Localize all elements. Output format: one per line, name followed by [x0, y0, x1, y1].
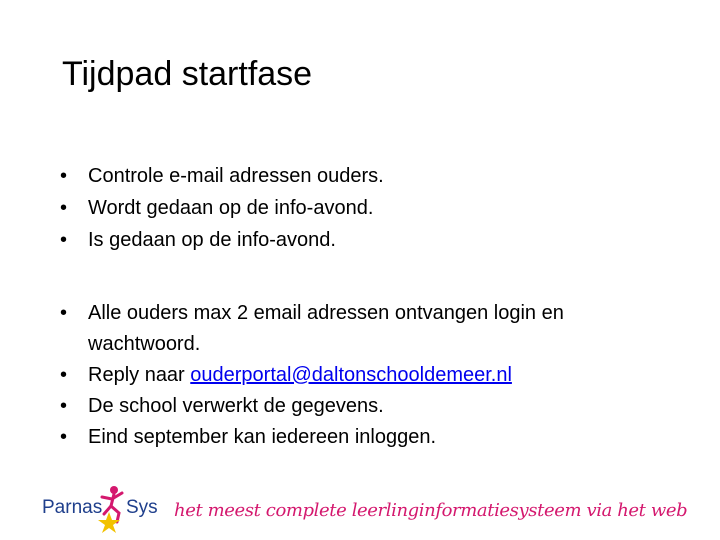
parnassys-logo [40, 484, 160, 534]
logo-text-parnas: Parnas [42, 497, 103, 518]
bullet-item: • Eind september kan iedereen inloggen. [60, 422, 680, 453]
email-link[interactable]: ouderportal@daltonschooldemeer.nl [190, 364, 512, 386]
footer-tagline: het meest complete leerlinginformatiesysteem via het web [174, 500, 688, 521]
bullet-item: • Alle ouders max 2 email adressen ontvangen login en wachtwoord. [60, 298, 680, 360]
bullet-list-1 [60, 160, 680, 256]
bullet-item: • Controle e-mail adressen ouders. [60, 160, 680, 192]
reply-prefix: Reply naar [88, 364, 191, 386]
footer-banner [0, 484, 720, 540]
slide-title: Tijdpad startfase [62, 55, 313, 93]
bullet-list-2 [60, 298, 680, 453]
logo-text-sys: Sys [126, 497, 158, 518]
bullet-item-reply [60, 360, 680, 391]
bullet-item: • Is gedaan op de info-avond. [60, 224, 680, 256]
bullet-item: • De school verwerkt de gegevens. [60, 391, 680, 422]
bullet-item: • Wordt gedaan op de info-avond. [60, 192, 680, 224]
